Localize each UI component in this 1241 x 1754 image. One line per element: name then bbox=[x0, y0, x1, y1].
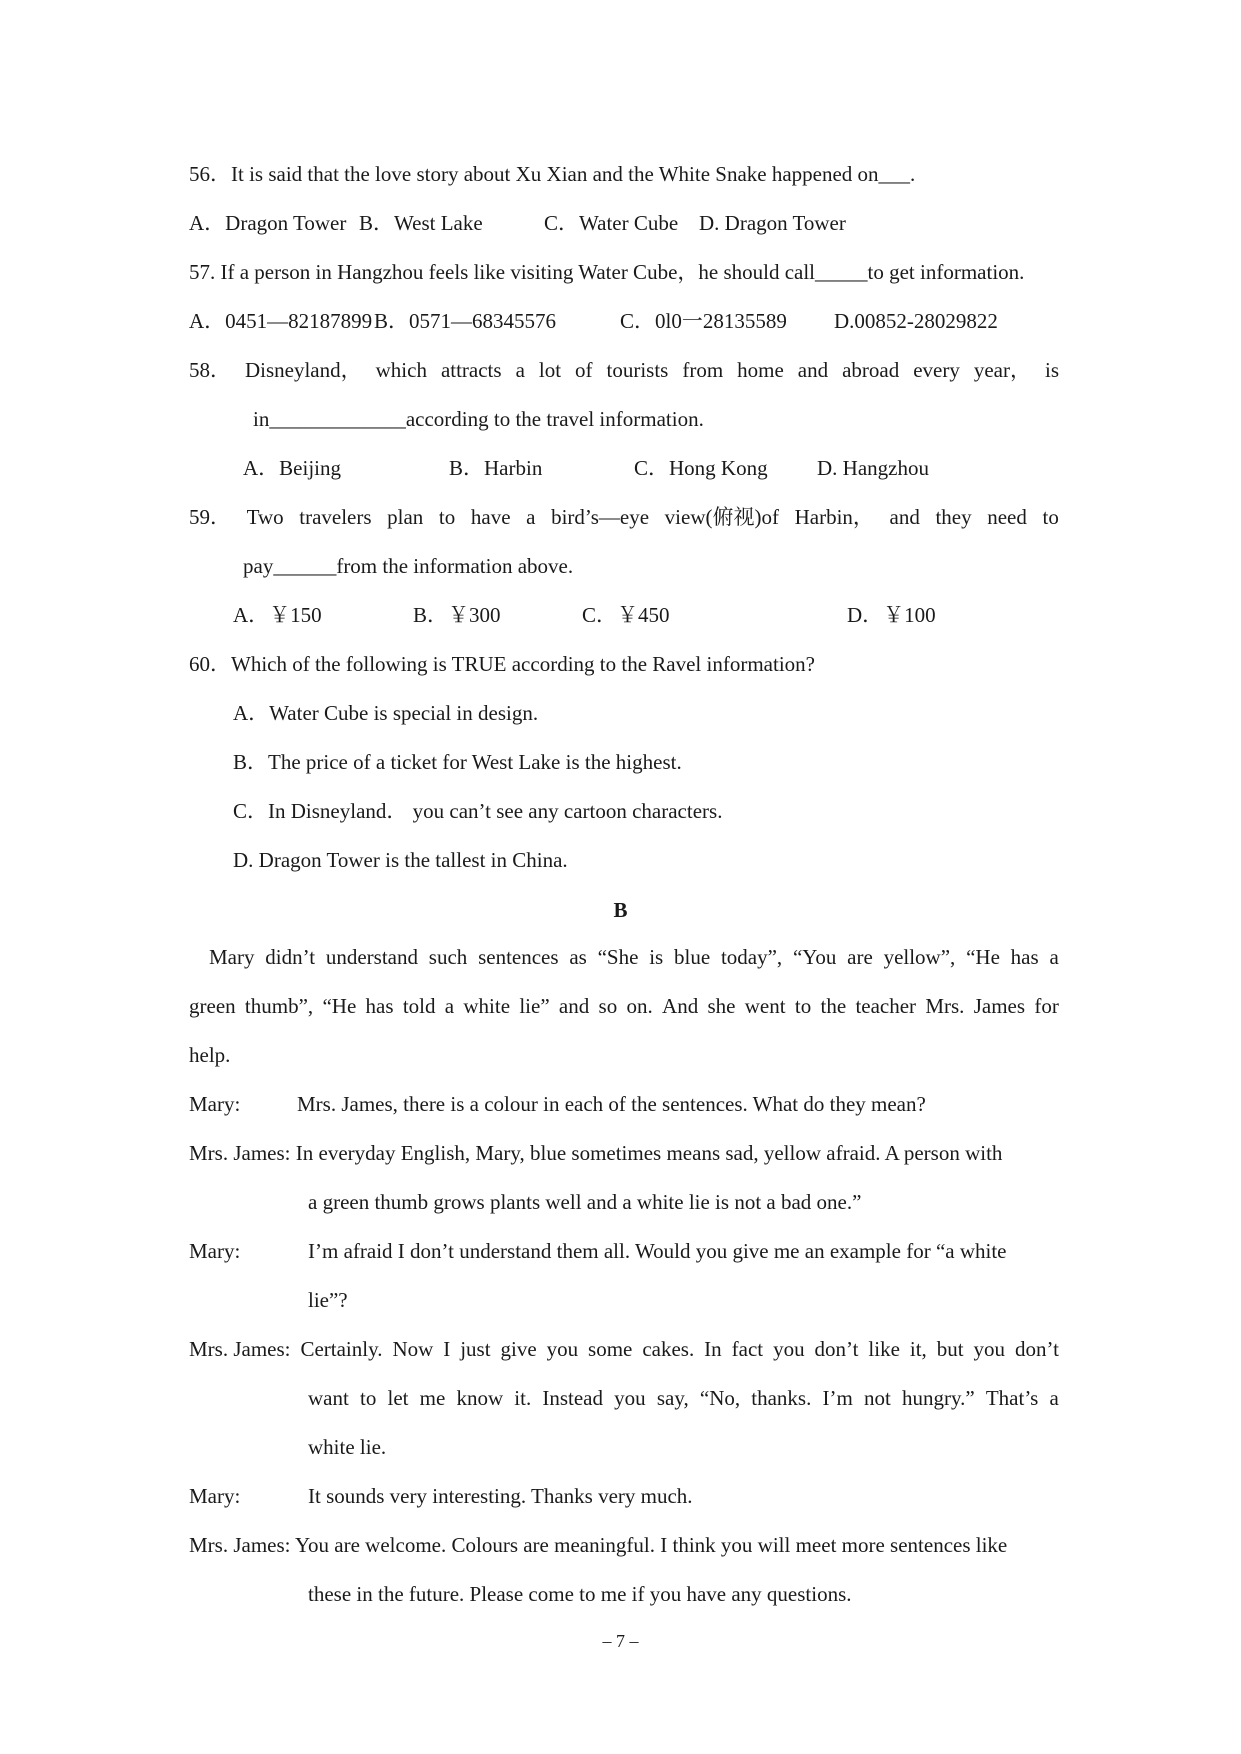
intro-word: told bbox=[402, 994, 436, 1018]
q58-stem-line1 bbox=[189, 360, 1059, 381]
dialogue-word: Now bbox=[392, 1337, 434, 1361]
speaker-label: Mrs. James: bbox=[189, 1337, 291, 1361]
intro-word: And bbox=[662, 994, 699, 1018]
q57-option-a: A．0451—82187899 bbox=[189, 309, 373, 333]
intro-word: Mrs. bbox=[925, 994, 965, 1018]
q58-word: attracts bbox=[440, 358, 502, 382]
dialogue-text: Mrs. James, there is a colour in each of the sentences. What do they mean? bbox=[297, 1092, 926, 1116]
dialogue-word: like bbox=[868, 1337, 900, 1361]
dialogue-word: some bbox=[588, 1337, 633, 1361]
intro-word: “She bbox=[597, 945, 639, 969]
dialogue-text: I’m afraid I don’t understand them all. Would you give me an example for “a white bbox=[308, 1239, 1007, 1263]
dialogue-text-continued bbox=[308, 1388, 1059, 1409]
dialogue-word: I bbox=[443, 1337, 451, 1361]
q57-option-b: B．0571—68345576 bbox=[374, 309, 557, 333]
dialogue-word: me bbox=[419, 1386, 446, 1410]
q59-word: plan bbox=[387, 505, 424, 529]
q59-word: bird’s—eye bbox=[551, 505, 650, 529]
dialogue-word: don’t bbox=[1015, 1337, 1059, 1361]
dialogue-word: know bbox=[456, 1386, 504, 1410]
q56-option-a: A．Dragon Tower bbox=[189, 211, 347, 235]
dialogue-word: thanks. bbox=[751, 1386, 812, 1410]
intro-word: are bbox=[847, 945, 873, 969]
intro-word: has bbox=[1010, 945, 1039, 969]
page-number: – 7 – bbox=[602, 1631, 639, 1651]
q58-word: lot bbox=[538, 358, 562, 382]
intro-word: “He bbox=[966, 945, 1000, 969]
intro-word: teacher bbox=[855, 994, 917, 1018]
dialogue-text-continued: these in the future. Please come to me if you have any questions. bbox=[308, 1582, 852, 1606]
q59-word: view(俯视)of bbox=[664, 505, 779, 529]
q59-word: Harbin， bbox=[794, 505, 874, 529]
intro-word: a bbox=[1049, 945, 1059, 969]
dialogue-word: give bbox=[500, 1337, 537, 1361]
dialogue-text: It sounds very interesting. Thanks very much. bbox=[308, 1484, 693, 1508]
dialogue-word: “No, bbox=[699, 1386, 741, 1410]
q57-option-c: C．0l0一28135589 bbox=[620, 309, 787, 333]
dialogue-word: I’m bbox=[822, 1386, 853, 1410]
intro-word: yellow”, bbox=[883, 945, 956, 969]
intro-word: blue bbox=[674, 945, 711, 969]
dialogue-word: you bbox=[614, 1386, 646, 1410]
intro-word: today”, bbox=[720, 945, 783, 969]
dialogue-line-james-2 bbox=[189, 1339, 1059, 1360]
q56-option-d: D. Dragon Tower bbox=[699, 211, 846, 235]
q59-option-b: B．￥300 bbox=[413, 603, 501, 627]
dialogue-text-continued: lie”? bbox=[308, 1288, 348, 1312]
section-b-intro-line2 bbox=[189, 996, 1059, 1017]
q58-word: home bbox=[737, 358, 784, 382]
dialogue-word: it. bbox=[514, 1386, 532, 1410]
speaker-label: Mrs. James: bbox=[189, 1533, 291, 1557]
q59-word: a bbox=[526, 505, 536, 529]
intro-word: for bbox=[1034, 994, 1059, 1018]
speaker-label: Mary: bbox=[189, 1092, 241, 1116]
dialogue-word: but bbox=[936, 1337, 964, 1361]
q58-word: a bbox=[515, 358, 525, 382]
q60-option-d: D. Dragon Tower is the tallest in China. bbox=[233, 848, 568, 872]
dialogue-word: Certainly. bbox=[300, 1337, 383, 1361]
dialogue-word: you bbox=[773, 1337, 805, 1361]
q59-word: and bbox=[889, 505, 920, 529]
q58-word: is bbox=[1044, 358, 1059, 382]
intro-word: thumb”, bbox=[244, 994, 314, 1018]
intro-word: white bbox=[463, 994, 511, 1018]
dialogue-line-mary-1 bbox=[189, 1094, 926, 1115]
dialogue-line-mary-2 bbox=[189, 1241, 1007, 1262]
intro-word: and bbox=[558, 994, 590, 1018]
q58-word: tourists bbox=[606, 358, 669, 382]
dialogue-word: a bbox=[1049, 1386, 1059, 1410]
q59-stem-line1 bbox=[189, 507, 1059, 528]
q59-options bbox=[233, 605, 936, 626]
q59-word: travelers bbox=[299, 505, 372, 529]
section-b-title: B bbox=[613, 898, 628, 922]
intro-word: didn’t bbox=[265, 945, 316, 969]
dialogue-word: don’t bbox=[814, 1337, 859, 1361]
q59-option-d: D．￥100 bbox=[847, 603, 936, 627]
intro-word: went bbox=[744, 994, 786, 1018]
intro-word: lie” bbox=[519, 994, 550, 1018]
q56-options bbox=[189, 213, 846, 234]
q56-option-b: B．West Lake bbox=[359, 211, 483, 235]
intro-word: Mary bbox=[209, 945, 255, 969]
dialogue-word: let bbox=[387, 1386, 409, 1410]
q56-option-c: C．Water Cube bbox=[544, 211, 679, 235]
intro-word: the bbox=[820, 994, 847, 1018]
dialogue-word: just bbox=[460, 1337, 491, 1361]
q59-word: to bbox=[438, 505, 456, 529]
q58-word: 58． bbox=[189, 358, 231, 382]
q59-word: have bbox=[470, 505, 511, 529]
intro-word: on. bbox=[626, 994, 653, 1018]
dialogue-text-continued: a green thumb grows plants well and a white lie is not a bad one.” bbox=[308, 1190, 862, 1214]
q58-word: and bbox=[797, 358, 829, 382]
q58-word: from bbox=[682, 358, 724, 382]
speaker-label: Mary: bbox=[189, 1484, 241, 1508]
q58-word: year， bbox=[973, 358, 1031, 382]
dialogue-word: want bbox=[308, 1386, 349, 1410]
q59-word: 59． bbox=[189, 505, 231, 529]
q58-word: which bbox=[375, 358, 427, 382]
q58-word: of bbox=[575, 358, 593, 382]
section-b-intro-line1 bbox=[209, 947, 1059, 968]
dialogue-word: That’s bbox=[985, 1386, 1039, 1410]
dialogue-word: say, bbox=[656, 1386, 689, 1410]
dialogue-line-james-1 bbox=[189, 1143, 1002, 1164]
dialogue-word: In bbox=[704, 1337, 722, 1361]
dialogue-line-james-3 bbox=[189, 1535, 1007, 1556]
dialogue-word: fact bbox=[731, 1337, 764, 1361]
q58-word: abroad bbox=[842, 358, 900, 382]
dialogue-word: hungry.” bbox=[902, 1386, 975, 1410]
section-b-intro-line3: help. bbox=[189, 1043, 231, 1067]
intro-word: understand bbox=[325, 945, 419, 969]
q58-word: Disneyland， bbox=[244, 358, 362, 382]
dialogue-word: it, bbox=[909, 1337, 927, 1361]
q60-option-c: C．In Disneyland． you can’t see any cartoon characters. bbox=[233, 799, 723, 823]
q58-option-c: C．Hong Kong bbox=[634, 456, 768, 480]
q59-word: need bbox=[987, 505, 1027, 529]
q59-word: they bbox=[935, 505, 972, 529]
q59-option-c: C．￥450 bbox=[582, 603, 670, 627]
speaker-label: Mrs. James: bbox=[189, 1141, 291, 1165]
q58-option-d: D. Hangzhou bbox=[817, 456, 929, 480]
q57-options bbox=[189, 311, 998, 332]
dialogue-word: not bbox=[864, 1386, 891, 1410]
intro-word: to bbox=[794, 994, 812, 1018]
q60-option-b: B．The price of a ticket for West Lake is the highest. bbox=[233, 750, 682, 774]
q60-stem: 60．Which of the following is TRUE according to the Ravel information? bbox=[189, 652, 815, 676]
q59-option-a: A．￥150 bbox=[233, 603, 322, 627]
intro-word: James bbox=[973, 994, 1026, 1018]
q56-stem: 56．It is said that the love story about Xu Xian and the White Snake happened on___. bbox=[189, 162, 916, 186]
intro-word: she bbox=[707, 994, 736, 1018]
q58-options bbox=[243, 458, 929, 479]
intro-word: as bbox=[569, 945, 587, 969]
intro-word: is bbox=[649, 945, 664, 969]
q58-stem-line2: in_____________according to the travel information. bbox=[253, 407, 704, 431]
q59-word: to bbox=[1042, 505, 1059, 529]
q58-option-b: B．Harbin bbox=[449, 456, 543, 480]
dialogue-line-mary-3 bbox=[189, 1486, 693, 1507]
dialogue-word: you bbox=[546, 1337, 579, 1361]
intro-word: so bbox=[598, 994, 618, 1018]
dialogue-word: cakes. bbox=[642, 1337, 695, 1361]
intro-word: “He bbox=[322, 994, 357, 1018]
intro-word: sentences bbox=[478, 945, 559, 969]
q59-word: Two bbox=[246, 505, 284, 529]
intro-word: has bbox=[365, 994, 394, 1018]
intro-word: “You bbox=[792, 945, 837, 969]
q57-stem: 57. If a person in Hangzhou feels like visiting Water Cube，he should call_____to get information. bbox=[189, 260, 1025, 284]
q57-option-d: D.00852-28029822 bbox=[834, 309, 998, 333]
dialogue-text: In everyday English, Mary, blue sometimes means sad, yellow afraid. A person with bbox=[295, 1141, 1003, 1165]
q60-option-a: A．Water Cube is special in design. bbox=[233, 701, 539, 725]
intro-word: green bbox=[189, 994, 236, 1018]
dialogue-word: you bbox=[973, 1337, 1006, 1361]
speaker-label: Mary: bbox=[189, 1239, 241, 1263]
intro-word: a bbox=[444, 994, 455, 1018]
q58-option-a: A．Beijing bbox=[243, 456, 341, 480]
q59-stem-line2: pay______from the information above. bbox=[243, 554, 574, 578]
intro-word: such bbox=[428, 945, 468, 969]
dialogue-text: You are welcome. Colours are meaningful. I think you will meet more sentences like bbox=[294, 1533, 1008, 1557]
dialogue-text-continued: white lie. bbox=[308, 1435, 387, 1459]
dialogue-word: Instead bbox=[542, 1386, 604, 1410]
dialogue-word: to bbox=[359, 1386, 377, 1410]
q58-word: every bbox=[913, 358, 960, 382]
